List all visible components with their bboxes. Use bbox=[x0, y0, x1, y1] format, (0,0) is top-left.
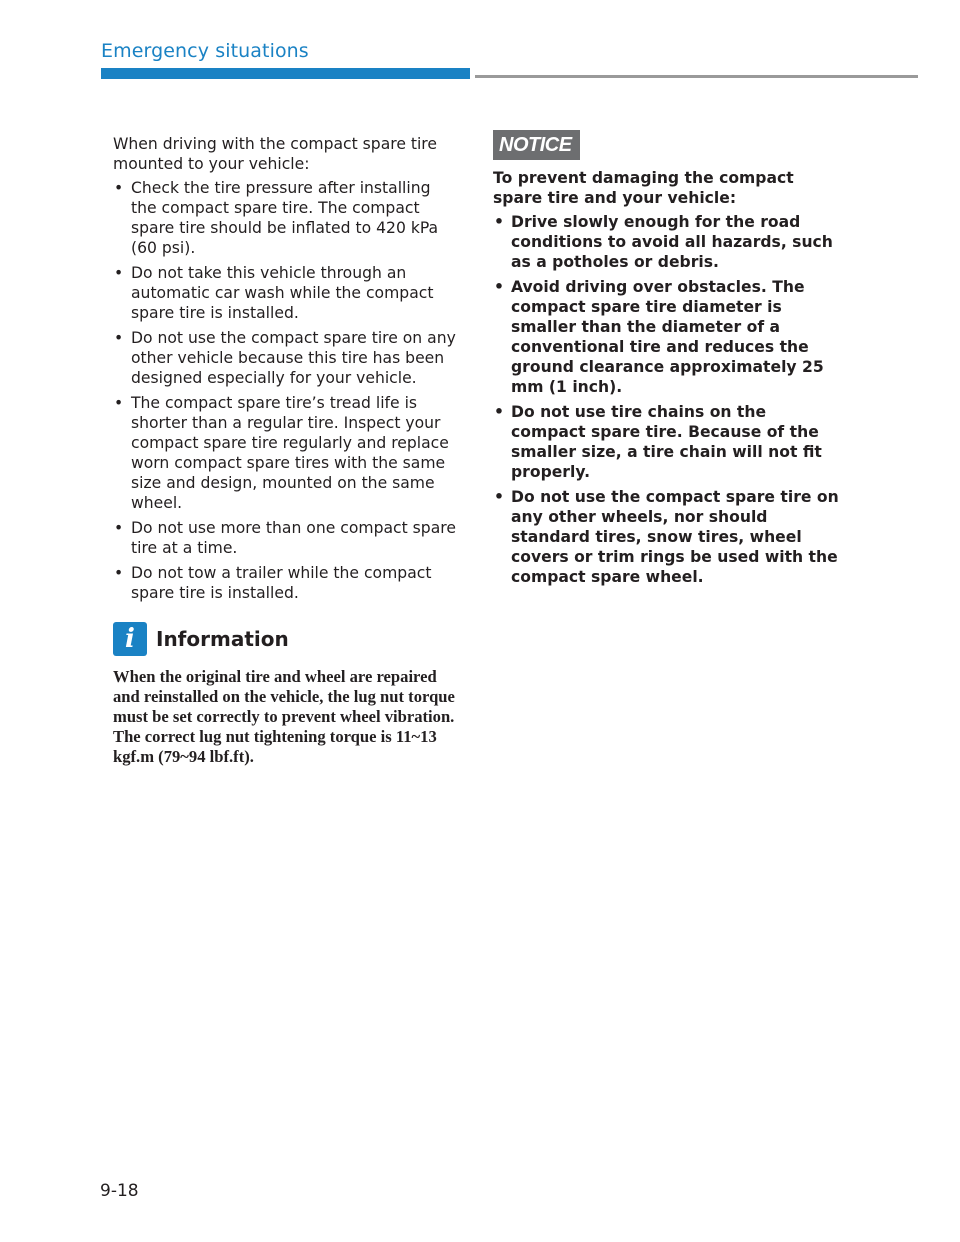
list-item: • The compact spare tire’s tread life is shorter than a regular tire. Inspect your compact spare tire regularly and replace worn compact spare tires with the same size and design, mounted on the same wheel. bbox=[113, 393, 458, 513]
information-body: When the original tire and wheel are repaired and reinstalled on the vehicle, the lug nut torque must be set correctly to prevent wheel vibration. The correct lug nut tightening torque is 11~13 kgf.m (79~94 lbf.ft). bbox=[113, 667, 455, 766]
section-title: Emergency situations bbox=[101, 40, 309, 62]
notice-intro: To prevent damaging the compact spare tire and your vehicle: bbox=[493, 169, 794, 207]
information-icon: i bbox=[113, 622, 147, 656]
information-header bbox=[113, 622, 458, 656]
list-item: • Avoid driving over obstacles. The compact spare tire diameter is smaller than the diameter of a conventional tire and reduces the ground clearance approximately 25 mm (1 inch). bbox=[493, 277, 843, 397]
list-item: • Check the tire pressure after installing the compact spare tire. The compact spare tire should be inflated to 420 kPa (60 psi). bbox=[113, 178, 458, 258]
list-item: • Do not use tire chains on the compact spare tire. Because of the smaller size, a tire chain will not fit properly. bbox=[493, 402, 843, 482]
header-rule-blue bbox=[101, 68, 470, 79]
left-column bbox=[113, 134, 458, 767]
header-rule-gray bbox=[475, 75, 918, 78]
list-item: • Do not use the compact spare tire on any other wheels, nor should standard tires, snow tires, wheel covers or trim rings be used with the compact spare wheel. bbox=[493, 487, 843, 587]
information-title: Information bbox=[156, 627, 289, 651]
list-item: • Drive slowly enough for the road conditions to avoid all hazards, such as a potholes or debris. bbox=[493, 212, 843, 272]
right-column bbox=[493, 130, 843, 592]
notice-badge: NOTICE bbox=[493, 130, 580, 160]
list-item: • Do not take this vehicle through an automatic car wash while the compact spare tire is installed. bbox=[113, 263, 458, 323]
left-intro: When driving with the compact spare tire mounted to your vehicle: bbox=[113, 135, 437, 173]
list-item: • Do not use more than one compact spare tire at a time. bbox=[113, 518, 458, 558]
left-bullet-list bbox=[113, 178, 458, 603]
list-item: • Do not use the compact spare tire on any other vehicle because this tire has been designed especially for your vehicle. bbox=[113, 328, 458, 388]
notice-bullet-list bbox=[493, 212, 843, 587]
list-item: • Do not tow a trailer while the compact spare tire is installed. bbox=[113, 563, 458, 603]
page-number: 9-18 bbox=[100, 1181, 139, 1201]
